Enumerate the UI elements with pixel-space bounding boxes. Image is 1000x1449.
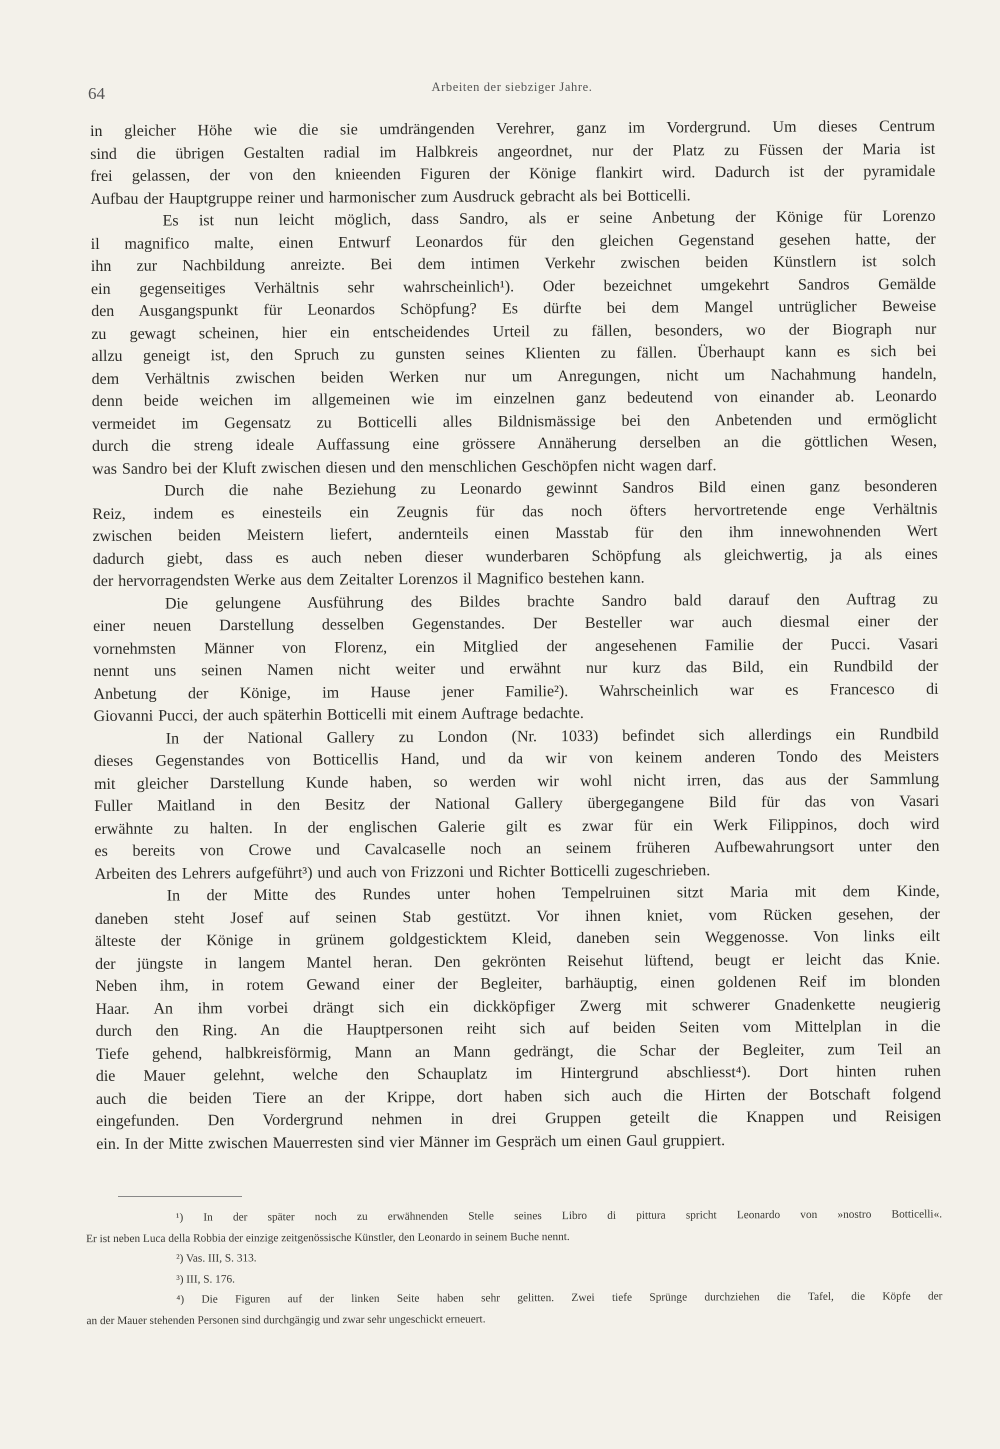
body-line: Fuller Maitland in den Besitz der National Gallery übergegangene Bild für das von Vasari xyxy=(94,792,940,815)
body-line: durch den Ring. An die Hauptpersonen reiht sich auf beiden Seiten vom Mittelplan in die xyxy=(95,1017,941,1040)
body-line: dieses Gegenstandes von Botticellis Hand, und da wir von keinem anderen Tondo des Meisters xyxy=(93,747,939,770)
footnote-line: ²) Vas. III, S. 313. xyxy=(176,1252,257,1265)
body-line: daneben steht Josef auf seinen Stab gestützt. Vor ihnen kniet, vom Rücken gesehen, der xyxy=(94,905,940,928)
body-line: allzu geneigt ist, den Spruch zu gunsten seines Klienten zu fällen. Überhaupt kann es sich bei xyxy=(91,342,937,365)
body-line: der jüngste in langem Mantel heran. Den gekrönten Reisehut lüftend, beugt er leicht das Knie. xyxy=(95,950,941,973)
footnote-line: ⁴) Die Figuren auf der linken Seite haben sehr gelitten. Zwei tiefe Sprünge durchziehen die Tafel, die Köpfe der xyxy=(176,1290,943,1306)
body-line: frei gelassen, der von den knieenden Figuren der Könige flankirt wird. Dadurch ist der pyramidale xyxy=(90,162,936,185)
body-line: vornehmsten Männer von Florenz, ein Mitglied der angesehenen Familie der Pucci. Vasari xyxy=(93,635,939,658)
body-line: den Ausgangspunkt für Leonardos Schöpfung? Es dürfte bei dem Mangel untrüglicher Beweise xyxy=(91,297,937,320)
body-line: vermeidet im Gegensatz zu Botticelli alles Bildnismässige bei den Anbetenden und ermöglicht xyxy=(91,410,937,433)
body-line: zwischen beiden Meistern liefert, andernteils einen Masstab für den ihm innewohnenden Wert xyxy=(92,522,938,545)
body-line: mit gleicher Darstellung Kunde haben, so werden wir wohl nicht irren, das aus der Sammlung xyxy=(93,770,940,793)
body-line: Anbetung der Könige, im Hause jener Familie²). Wahrscheinlich war es Francesco di xyxy=(93,680,939,703)
body-line: durch die streng ideale Auffassung eine grössere Annäherung derselben an die göttlichen Wesen, xyxy=(91,432,938,455)
page-number: 64 xyxy=(88,84,105,103)
body-line: ein. In der Mitte zwischen Mauerresten sind vier Männer im Gespräch um einen Gaul gruppiert. xyxy=(96,1131,726,1153)
footnote-line: ¹) In der später noch zu erwähnenden Stelle seines Libro di pittura spricht Leonardo von »nostro Botticelli«. xyxy=(176,1208,943,1224)
body-line: Arbeiten des Lehrers aufgeführt³) und auch von Frizzoni und Richter Botticelli zugeschrieben. xyxy=(94,861,711,883)
body-line: eingefunden. Den Vordergrund nehmen in drei Gruppen geteilt die Knappen und Reisigen xyxy=(96,1107,942,1130)
body-line: In der National Gallery zu London (Nr. 1033) befindet sich allerdings ein Rundbild xyxy=(165,725,939,748)
page-header xyxy=(88,80,936,106)
body-line: Die gelungene Ausführung des Bildes brachte Sandro bald darauf den Auftrag zu xyxy=(164,590,938,613)
body-line: Neben ihm, in rotem Gewand einer der Begleiter, barhäuptig, einen goldenen Reif im blonden xyxy=(95,972,941,995)
body-line: auch die beiden Tiere an der Krippe, dort haben sich auch die Hirten der Botschaft folgend xyxy=(95,1085,942,1108)
body-line: Durch die nahe Beziehung zu Leonardo gewinnt Sandros Bild einen ganz besonderen xyxy=(164,477,938,500)
body-line: Tiefe gehend, halbkreisförmig, Mann an Mann gedrängt, die Schar der Begleiter, zum Teil an xyxy=(95,1040,941,1063)
footnote-divider xyxy=(118,1196,242,1197)
body-line: ein gegenseitiges Verhältnis sehr wahrscheinlich¹). Oder bezeichnet umgekehrt Sandros Gemälde xyxy=(90,275,937,298)
body-text xyxy=(90,116,941,1156)
body-line: Reiz, indem es einesteils ein Zeugnis für das noch öfters hervortretende enge Verhältnis xyxy=(92,500,938,523)
body-line: nennt uns seinen Namen nicht weiter und erwähnt nur kurz das Bild, ein Rundbild der xyxy=(93,657,939,680)
body-line: was Sandro bei der Kluft zwischen diesen und den menschlichen Geschöpfen nicht wagen darf. xyxy=(92,456,717,478)
footnote-line: Er ist neben Luca della Robbia der einzige zeitgenössische Künstler, den Leonardo in seinem Buche nennt. xyxy=(86,1230,570,1245)
body-line: In der Mitte des Rundes unter hohen Tempelruinen sitzt Maria mit dem Kinde, xyxy=(166,882,940,905)
body-line: sind die übrigen Gestalten radial im Halbkreis angeordnet, nur der Platz zu Füssen der Maria ist xyxy=(90,140,936,163)
body-line: ihn zur Nachbildung anreizte. Bei dem intimen Verkehr zwischen beiden Künstlern ist solch xyxy=(90,252,936,275)
body-line: Aufbau der Hauptgruppe reiner und harmonischer zum Ausdruck gebracht als bei Botticelli. xyxy=(90,186,691,208)
body-line: Giovanni Pucci, der auch späterhin Botticelli mit einem Auftrage bedachte. xyxy=(93,704,584,725)
body-line: zu gewagt scheinen, hier ein entscheidendes Urteil zu fällen, besonders, wo der Biograph nur xyxy=(91,320,937,343)
body-line: in gleicher Höhe wie die sie umdrängenden Verehrer, ganz im Vordergrund. Um dieses Centrum xyxy=(90,117,936,140)
footnote-line: an der Mauer stehenden Personen sind durchgängig und zwar sehr ungeschickt erneuert. xyxy=(86,1312,486,1327)
footnotes xyxy=(86,1204,943,1331)
body-line: die Mauer gelehnt, welche den Schauplatz im Hintergrund abschliesst⁴). Dort hinten ruhen xyxy=(95,1062,941,1085)
body-line: einer neuen Darstellung desselben Gegenstandes. Der Besteller war auch diesmal einer der xyxy=(93,612,939,635)
body-line: il magnifico malte, einen Entwurf Leonardos für den gleichen Gegenstand gesehen hatte, der xyxy=(90,230,936,253)
body-line: dadurch giebt, dass es auch neben dieser wunderbaren Schöpfung als gleichwertig, ja als eines xyxy=(92,545,938,568)
footnote-line: ³) III, S. 176. xyxy=(176,1272,235,1286)
body-line: denn beide weichen im allgemeinen wie im einzelnen ganz bedeutend von einander ab. Leonardo xyxy=(91,387,937,410)
body-line: es bereits von Crowe und Cavalcaselle noch an seinem früheren Aufbewahrungsort unter den xyxy=(94,837,940,860)
body-line: erwähnte zu halten. In der englischen Galerie gilt es zwar für ein Werk Filippinos, doch wird xyxy=(94,815,940,838)
body-line: dem Verhältnis zwischen beiden Werken nur um Anregungen, nicht um Nachahmung handeln, xyxy=(91,365,937,388)
body-line: der hervorragendsten Werke aus dem Zeitalter Lorenzos il Magnifico bestehen kann. xyxy=(92,569,645,590)
running-title: Arbeiten der siebziger Jahre. xyxy=(431,80,593,94)
body-line: Es ist nun leicht möglich, dass Sandro, als er seine Anbetung der Könige für Lorenzo xyxy=(162,207,936,230)
body-line: Haar. An ihm vorbei drängt sich ein dickköpfiger Zwerg mit schwerer Gnadenkette neugierig xyxy=(95,995,941,1018)
body-line: älteste der Könige in grünem goldgesticktem Kleid, daneben sein Weggenosse. Von links eilt xyxy=(94,927,941,950)
